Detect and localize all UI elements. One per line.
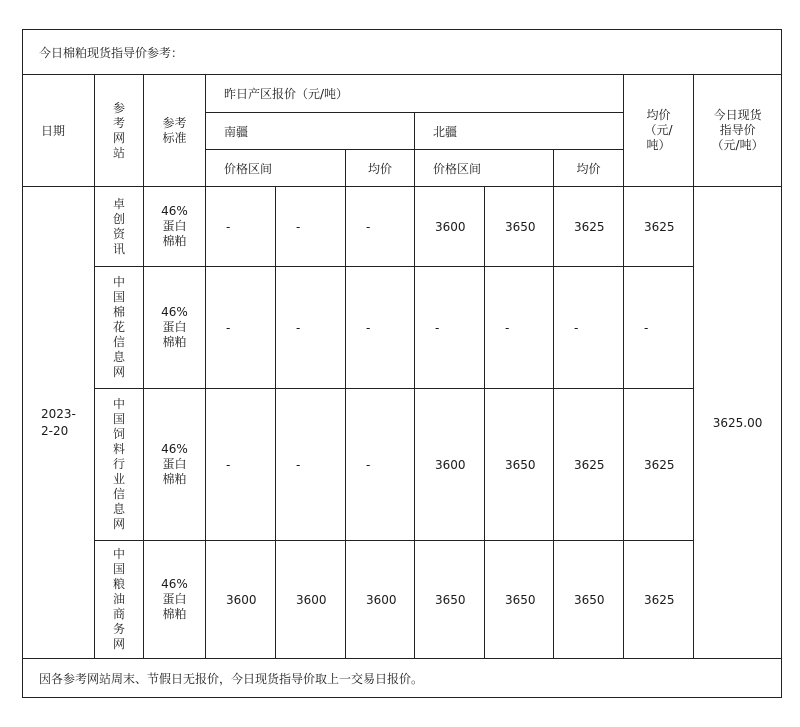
site-cell: 中国饲料行业信息网 [95, 389, 144, 541]
header-north-range: 价格区间 [415, 150, 554, 187]
table-footer-note: 因各参考网站周末、节假日无报价，今日现货指导价取上一交易日报价。 [23, 659, 782, 698]
north-avg-cell: 3625 [554, 187, 624, 267]
header-today-price: 今日现货指导价（元/吨） [694, 75, 782, 187]
avg-cell: - [624, 267, 694, 389]
site-cell: 中国粮油商务网 [95, 541, 144, 659]
north-high-cell: 3650 [485, 389, 554, 541]
south-high-cell: - [276, 267, 346, 389]
standard-cell: 46%蛋白棉粕 [144, 541, 206, 659]
site-cell: 中国棉花信息网 [95, 267, 144, 389]
standard-cell: 46%蛋白棉粕 [144, 389, 206, 541]
north-low-cell: 3600 [415, 389, 485, 541]
table-row [23, 267, 782, 389]
final-price-cell: 3625.00 [694, 187, 782, 659]
north-low-cell: 3650 [415, 541, 485, 659]
header-yesterday-quote: 昨日产区报价（元/吨） [206, 75, 624, 113]
table-row [23, 389, 782, 541]
south-high-cell: - [276, 389, 346, 541]
date-cell: 2023-2-20 [23, 187, 95, 659]
south-low-cell: - [206, 389, 276, 541]
header-site: 参考网站 [95, 75, 144, 187]
north-low-cell: 3600 [415, 187, 485, 267]
standard-cell: 46%蛋白棉粕 [144, 267, 206, 389]
south-low-cell: - [206, 187, 276, 267]
avg-cell: 3625 [624, 389, 694, 541]
south-avg-cell: 3600 [346, 541, 415, 659]
north-avg-cell: 3650 [554, 541, 624, 659]
avg-cell: 3625 [624, 541, 694, 659]
header-south-avg: 均价 [346, 150, 415, 187]
header-south-range: 价格区间 [206, 150, 346, 187]
price-table [22, 29, 782, 698]
south-high-cell: 3600 [276, 541, 346, 659]
header-avg-total: 均价（元/吨） [624, 75, 694, 187]
south-low-cell: 3600 [206, 541, 276, 659]
north-high-cell: 3650 [485, 187, 554, 267]
north-high-cell: - [485, 267, 554, 389]
header-date: 日期 [23, 75, 95, 187]
header-standard: 参考标准 [144, 75, 206, 187]
north-high-cell: 3650 [485, 541, 554, 659]
table-row [23, 541, 782, 659]
table-title: 今日棉粕现货指导价参考： [23, 30, 782, 75]
header-north: 北疆 [415, 113, 624, 150]
table-row [23, 187, 782, 267]
north-avg-cell: 3625 [554, 389, 624, 541]
header-south: 南疆 [206, 113, 415, 150]
south-avg-cell: - [346, 187, 415, 267]
avg-cell: 3625 [624, 187, 694, 267]
header-north-avg: 均价 [554, 150, 624, 187]
south-high-cell: - [276, 187, 346, 267]
south-low-cell: - [206, 267, 276, 389]
south-avg-cell: - [346, 389, 415, 541]
standard-cell: 46%蛋白棉粕 [144, 187, 206, 267]
north-low-cell: - [415, 267, 485, 389]
north-avg-cell: - [554, 267, 624, 389]
south-avg-cell: - [346, 267, 415, 389]
site-cell: 卓创资讯 [95, 187, 144, 267]
